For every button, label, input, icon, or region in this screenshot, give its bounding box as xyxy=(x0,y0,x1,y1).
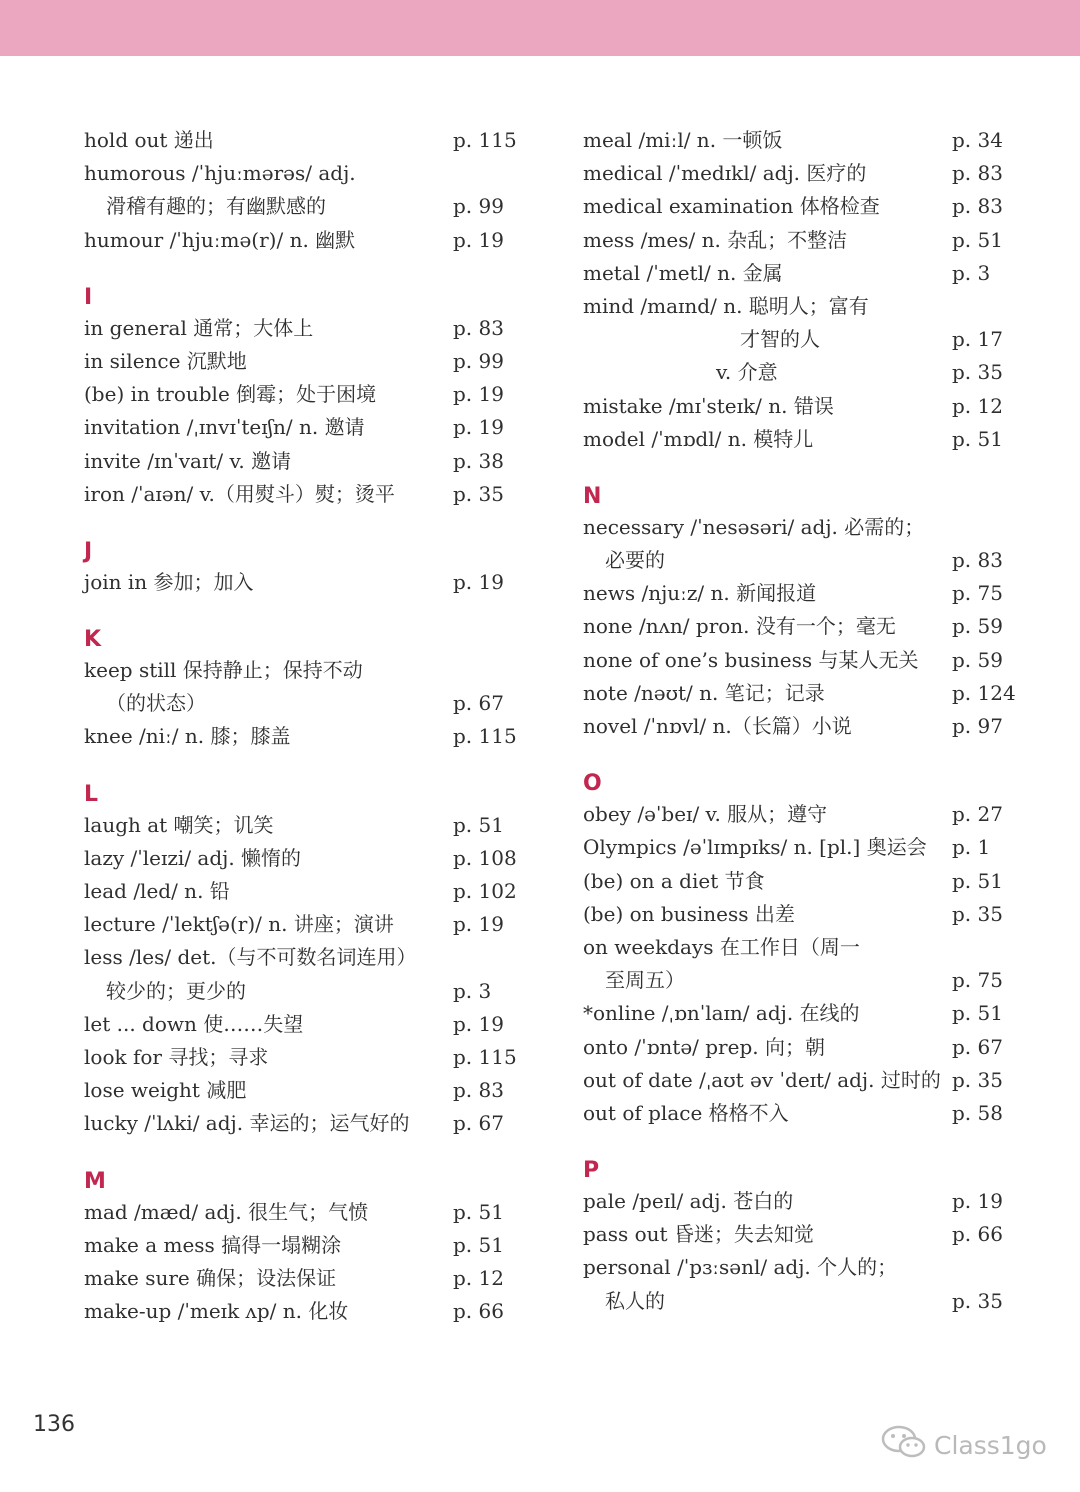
entry-row xyxy=(583,1064,1023,1097)
entry-term: join in 参加；加入 xyxy=(84,569,254,594)
entry-row xyxy=(583,1285,1023,1318)
entry-row xyxy=(583,831,1023,864)
entry-term: 才智的人 xyxy=(740,327,820,352)
entry-row xyxy=(84,378,524,411)
header-band xyxy=(0,0,1080,56)
entry-row xyxy=(583,997,1023,1030)
entry-row xyxy=(84,312,524,345)
entry-term: meal /miːl/ n. 一顿饭 xyxy=(583,128,783,152)
entry-row xyxy=(84,975,524,1008)
entry-page: p. 51 xyxy=(952,227,1003,252)
entry-page: p. 34 xyxy=(952,128,1003,152)
entry-page: p. 66 xyxy=(453,1299,504,1324)
entry-page: p. 19 xyxy=(453,415,504,440)
entry-row xyxy=(84,687,524,720)
entry-row xyxy=(84,345,524,378)
entry-term: novel /ˈnɒvl/ n.（长篇）小说 xyxy=(583,714,852,738)
entry-term: (be) on a diet 节食 xyxy=(583,868,765,893)
entry-page: p. 102 xyxy=(453,879,517,903)
entry-page: p. 75 xyxy=(952,581,1003,606)
entry-row xyxy=(84,411,524,444)
entry-page: p. 51 xyxy=(952,868,1003,893)
entry-page: p. 108 xyxy=(453,845,517,870)
entry-page: p. 83 xyxy=(952,194,1003,219)
entry-row xyxy=(583,677,1023,710)
entry-row xyxy=(583,898,1023,931)
entry-page: p. 19 xyxy=(453,912,504,937)
entry-term: metal /ˈmetl/ n. 金属 xyxy=(583,260,783,285)
entry-row xyxy=(583,390,1023,423)
entry-page: p. 35 xyxy=(952,360,1003,385)
entry-row xyxy=(84,1262,524,1295)
entry-page: p. 35 xyxy=(952,1067,1003,1092)
entry-page: p. 27 xyxy=(952,802,1003,827)
entry-row xyxy=(84,157,524,190)
entry-term: lucky /ˈlʌki/ adj. 幸运的；运气好的 xyxy=(84,1111,410,1136)
entry-term: make sure 确保；设法保证 xyxy=(84,1265,337,1290)
entry-term: pass out 昏迷；失去知觉 xyxy=(583,1222,814,1247)
entry-row xyxy=(84,478,524,511)
entry-row xyxy=(583,610,1023,643)
entry-page: p. 19 xyxy=(453,382,504,407)
entry-row xyxy=(583,865,1023,898)
entry-term: Olympics /əˈlɪmpɪks/ n. [pl.] 奥运会 xyxy=(583,835,927,860)
entry-term: in general 通常；大体上 xyxy=(84,315,314,340)
entry-page: p. 51 xyxy=(453,1199,504,1224)
entry-term: 私人的 xyxy=(605,1288,665,1313)
entry-page: p. 97 xyxy=(952,714,1003,738)
entry-row xyxy=(583,224,1023,257)
entry-term: none /nʌn/ pron. 没有一个；毫无 xyxy=(583,614,896,639)
entry-row xyxy=(583,323,1023,356)
entry-page: p. 35 xyxy=(952,901,1003,926)
entry-page: p. 115 xyxy=(453,128,517,152)
entry-term: （的状态） xyxy=(106,691,206,716)
entry-row xyxy=(84,566,524,599)
entry-row xyxy=(583,798,1023,831)
entry-page: p. 99 xyxy=(453,194,504,219)
entry-row xyxy=(84,1074,524,1107)
section-letter-k: K xyxy=(84,627,102,653)
entry-row xyxy=(583,157,1023,190)
entry-row xyxy=(84,224,524,257)
entry-term: personal /ˈpɜːsənl/ adj. 个人的； xyxy=(583,1255,898,1280)
entry-page: p. 19 xyxy=(952,1189,1003,1214)
entry-page: p. 51 xyxy=(453,1232,504,1257)
entry-page: p. 35 xyxy=(453,481,504,506)
entry-page: p. 19 xyxy=(453,1011,504,1036)
entry-row xyxy=(84,445,524,478)
entry-page: p. 124 xyxy=(952,680,1016,705)
entry-term: iron /ˈaɪən/ v.（用熨斗）熨；烫平 xyxy=(84,481,395,506)
entry-page: p. 59 xyxy=(952,647,1003,672)
entry-row xyxy=(583,423,1023,456)
entry-row xyxy=(84,1008,524,1041)
entry-term: obey /əˈbeɪ/ v. 服从；遵守 xyxy=(583,802,828,827)
entry-page: p. 83 xyxy=(453,315,504,340)
entry-row xyxy=(84,875,524,908)
section-letter-o: O xyxy=(583,771,602,797)
entry-page: p. 17 xyxy=(952,327,1003,352)
entry-term: lose weight 减肥 xyxy=(84,1078,247,1103)
entry-row xyxy=(84,720,524,753)
entry-term: model /ˈmɒdl/ n. 模特儿 xyxy=(583,426,814,451)
entry-page: p. 19 xyxy=(453,569,504,594)
entry-term: humour /ˈhjuːmə(r)/ n. 幽默 xyxy=(84,227,356,252)
entry-term: (be) on business 出差 xyxy=(583,901,795,926)
entry-page: p. 83 xyxy=(952,161,1003,186)
entry-row xyxy=(583,290,1023,323)
entry-row xyxy=(84,941,524,974)
entry-page: p. 75 xyxy=(952,968,1003,993)
entry-page: p. 58 xyxy=(952,1100,1003,1125)
section-letter-n: N xyxy=(583,483,602,509)
entry-term: look for 寻找；寻求 xyxy=(84,1044,269,1069)
entry-page: p. 115 xyxy=(453,724,517,749)
entry-page: p. 83 xyxy=(952,548,1003,573)
entry-row xyxy=(583,577,1023,610)
entry-term: 必要的 xyxy=(605,548,665,573)
entry-term: 较少的；更少的 xyxy=(106,978,246,1003)
entry-term: invitation /ˌɪnvɪˈteɪʃn/ n. 邀请 xyxy=(84,415,365,440)
entry-row xyxy=(583,644,1023,677)
entry-row xyxy=(84,1196,524,1229)
entry-row xyxy=(583,931,1023,964)
entry-term: on weekdays 在工作日（周一 xyxy=(583,934,860,959)
section-letter-m: M xyxy=(84,1168,106,1194)
entry-page: p. 1 xyxy=(952,835,991,860)
entry-term: out of date /ˌaʊt əv ˈdeɪt/ adj. 过时的 xyxy=(583,1067,941,1092)
entry-row xyxy=(583,257,1023,290)
entry-term: *online /ˌɒnˈlaɪn/ adj. 在线的 xyxy=(583,1001,860,1026)
entry-row xyxy=(583,964,1023,997)
section-letter-p: P xyxy=(583,1158,600,1184)
entry-page: p. 67 xyxy=(952,1034,1003,1059)
section-letter-j: J xyxy=(84,538,93,564)
entry-term: note /nəʊt/ n. 笔记；记录 xyxy=(583,680,825,705)
entry-term: knee /niː/ n. 膝；膝盖 xyxy=(84,724,291,749)
entry-page: p. 67 xyxy=(453,691,504,716)
entry-term: humorous /ˈhjuːmərəs/ adj. xyxy=(84,161,356,186)
entry-page: p. 66 xyxy=(952,1222,1003,1247)
entry-term: less /les/ det.（与不可数名词连用） xyxy=(84,945,417,970)
entry-page: p. 99 xyxy=(453,348,504,373)
entry-term: v. 介意 xyxy=(716,360,778,385)
entry-row xyxy=(84,1229,524,1262)
entry-page: p. 12 xyxy=(453,1265,504,1290)
section-letter-l: L xyxy=(84,781,99,807)
entry-row xyxy=(84,1107,524,1140)
entry-page: p. 3 xyxy=(952,260,991,285)
entry-term: lead /led/ n. 铅 xyxy=(84,879,230,903)
entry-term: keep still 保持静止；保持不动 xyxy=(84,658,363,683)
entry-term: mad /mæd/ adj. 很生气；气愤 xyxy=(84,1199,369,1224)
entry-term: 滑稽有趣的；有幽默感的 xyxy=(106,194,326,219)
entry-row xyxy=(84,124,524,157)
entry-term: mistake /mɪˈsteɪk/ n. 错误 xyxy=(583,393,834,418)
section-letter-i: I xyxy=(84,284,93,310)
entry-term: news /njuːz/ n. 新闻报道 xyxy=(583,581,817,606)
glossary-column-left xyxy=(84,124,524,1328)
entry-term: lecture /ˈlektʃə(r)/ n. 讲座；演讲 xyxy=(84,912,394,937)
page-number: 136 xyxy=(33,1412,75,1437)
entry-page: p. 67 xyxy=(453,1111,504,1136)
entry-term: in silence 沉默地 xyxy=(84,348,247,373)
entry-row xyxy=(84,842,524,875)
entry-term: none of one’s business 与某人无关 xyxy=(583,647,919,672)
entry-term: mess /mes/ n. 杂乱；不整洁 xyxy=(583,227,848,252)
entry-page: p. 83 xyxy=(453,1078,504,1103)
entry-row xyxy=(84,190,524,223)
entry-term: make a mess 搞得一塌糊涂 xyxy=(84,1232,342,1257)
entry-page: p. 51 xyxy=(952,1001,1003,1026)
entry-row xyxy=(583,124,1023,157)
entry-row xyxy=(583,356,1023,389)
entry-row xyxy=(84,1041,524,1074)
entry-page: p. 3 xyxy=(453,978,492,1003)
entry-term: necessary /ˈnesəsəri/ adj. 必需的； xyxy=(583,514,925,539)
entry-row xyxy=(583,1251,1023,1284)
entry-row xyxy=(583,1031,1023,1064)
wechat-icon xyxy=(880,1424,928,1466)
entry-term: invite /ɪnˈvaɪt/ v. 邀请 xyxy=(84,448,292,473)
entry-term: hold out 递出 xyxy=(84,128,214,152)
entry-term: let ... down 使……失望 xyxy=(84,1011,304,1036)
entry-term: out of place 格格不入 xyxy=(583,1100,789,1125)
entry-term: medical examination 体格检查 xyxy=(583,194,880,219)
entry-row xyxy=(84,908,524,941)
entry-row xyxy=(84,809,524,842)
entry-page: p. 59 xyxy=(952,614,1003,639)
entry-row xyxy=(583,190,1023,223)
entry-term: (be) in trouble 倒霉；处于困境 xyxy=(84,382,377,407)
entry-term: make-up /ˈmeɪk ʌp/ n. 化妆 xyxy=(84,1299,349,1324)
entry-page: p. 12 xyxy=(952,393,1003,418)
entry-page: p. 35 xyxy=(952,1288,1003,1313)
entry-term: 至周五） xyxy=(605,968,685,993)
entry-row xyxy=(84,654,524,687)
entry-row xyxy=(583,1185,1023,1218)
entry-term: mind /maɪnd/ n. 聪明人；富有 xyxy=(583,293,869,318)
glossary-column-right xyxy=(583,124,1023,1318)
entry-page: p. 19 xyxy=(453,227,504,252)
entry-page: p. 115 xyxy=(453,1044,517,1069)
entry-row xyxy=(583,511,1023,544)
watermark xyxy=(880,1424,1047,1466)
entry-row xyxy=(583,544,1023,577)
entry-page: p. 51 xyxy=(453,812,504,837)
watermark-text: Class1go xyxy=(934,1430,1047,1460)
entry-term: lazy /ˈleɪzi/ adj. 懒惰的 xyxy=(84,845,302,870)
entry-term: laugh at 嘲笑；讥笑 xyxy=(84,812,274,837)
entry-row xyxy=(583,710,1023,743)
entry-row xyxy=(583,1097,1023,1130)
entry-row xyxy=(84,1295,524,1328)
entry-row xyxy=(583,1218,1023,1251)
entry-term: onto /ˈɒntə/ prep. 向；朝 xyxy=(583,1034,825,1059)
entry-term: pale /peɪl/ adj. 苍白的 xyxy=(583,1189,794,1214)
entry-page: p. 51 xyxy=(952,426,1003,451)
entry-term: medical /ˈmedɪkl/ adj. 医疗的 xyxy=(583,161,867,186)
entry-page: p. 38 xyxy=(453,448,504,473)
